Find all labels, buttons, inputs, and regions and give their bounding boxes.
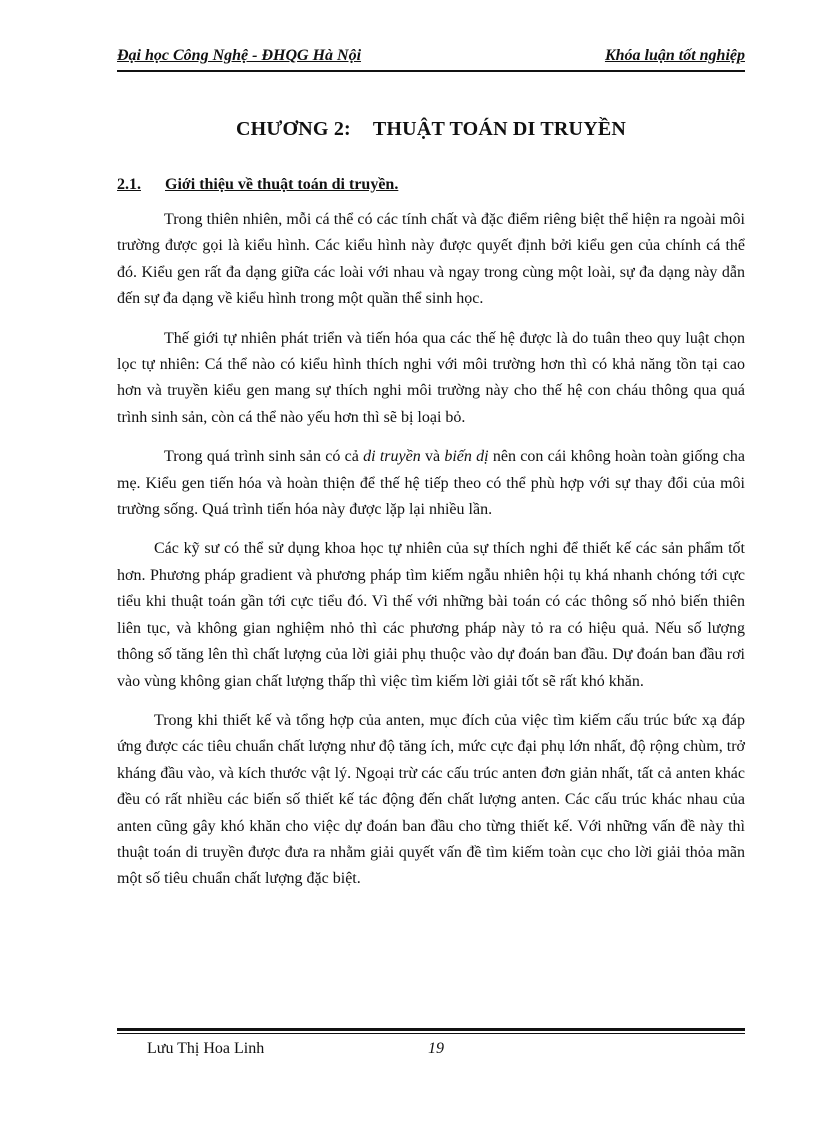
paragraph-3-part-1: Trong quá trình sinh sản có cả <box>164 448 364 466</box>
page-number: 19 <box>428 1040 444 1057</box>
paragraph-3-part-3: nên con cái không hoàn toàn giống cha mẹ. Kiểu gen tiến hóa và hoàn thiện để thế hệ tiếp theo có thể phù hợp với sự thay đổi của môi trường sống. Quá trình tiến hóa này được lặp lại nhiều lần. <box>117 448 745 519</box>
paragraph-2: Thế giới tự nhiên phát triển và tiến hóa qua các thế hệ được là do tuân theo quy luật chọn lọc tự nhiên: Cá thể nào có kiểu hình thích nghi với môi trường hơn thì có khả năng tồn tại cao hơn và truyền kiểu gen mang sự thích nghi môi trường này cho thế hệ con cháu thông qua quá trình sinh sản, còn cá thể nào yếu hơn thì sẽ bị loại bỏ. <box>117 329 745 426</box>
paragraph-4: Các kỹ sư có thể sử dụng khoa học tự nhiên của sự thích nghi để thiết kế các sản phẩm tốt hơn. Phương pháp gradient và phương pháp tìm kiếm ngẫu nhiên hội tụ khá nhanh chóng tới cực tiểu khi thuật toán gần tới cực tiểu đó. Vì thế với những bài toán có các thông số nhỏ biến thiên liên tục, và không gian nghiệm nhỏ thì các phương pháp này tỏ ra có hiệu quả. Nếu số lượng thông số tăng lên thì chất lượng của lời giải phụ thuộc vào dự đoán ban đầu. Dự đoán ban đầu rơi vào vùng không gian chất lượng thấp thì việc tìm kiếm lời giải tốt sẽ rất khó khăn. <box>117 540 745 690</box>
term-bien-di: biến dị <box>444 448 489 466</box>
section-heading <box>117 176 398 194</box>
header-rule <box>117 70 745 72</box>
header-doc-type: Khóa luận tốt nghiệp <box>604 47 745 64</box>
section-title: Giới thiệu về thuật toán di truyền. <box>165 176 399 193</box>
page-header <box>117 47 745 69</box>
paragraph-1: Trong thiên nhiên, mỗi cá thể có các tính chất và đặc điểm riêng biệt thể hiện ra ngoài môi trường được gọi là kiểu hình. Các kiểu hình này được quyết định bởi kiểu gen của chính cá thể đó. Kiểu gen rất đa dạng giữa các loài với nhau và ngay trong cùng một loài, sự đa dạng này dẫn đến sự đa dạng về kiểu hình trong một quần thể sinh học. <box>117 211 745 308</box>
header-university: Đại học Công Nghệ - ĐHQG Hà Nội <box>117 47 362 64</box>
footer-author: Lưu Thị Hoa Linh <box>147 1040 265 1057</box>
term-di-truyen: di truyền <box>363 448 421 466</box>
section-number: 2.1. <box>117 176 141 193</box>
footer-rule-thin <box>117 1033 745 1034</box>
chapter-title <box>117 118 745 141</box>
body-text <box>117 207 745 906</box>
paragraph-3-part-2: và <box>420 448 445 466</box>
chapter-name: THUẬT TOÁN DI TRUYỀN <box>372 118 627 140</box>
chapter-number: CHƯƠNG 2: <box>235 118 351 140</box>
footer-rule-thick <box>117 1028 745 1031</box>
paragraph-5: Trong khi thiết kế và tổng hợp của anten, mục đích của việc tìm kiếm cấu trúc bức xạ đáp ứng được các tiêu chuẩn chất lượng như độ tăng ích, mức cực đại phụ lớn nhất, độ rộng chùm, trở kháng đầu vào, và kích thước vật lý. Ngoại trừ các cấu trúc anten đơn giản nhất, tất cả anten khác đều có rất nhiều các biến số thiết kế tác động đến chất lượng anten. Các cấu trúc khác nhau của anten cũng gây khó khăn cho việc dự đoán ban đầu cho từng thiết kế. Với những vấn đề này thì thuật toán di truyền được đưa ra nhằm giải quyết vấn đề tìm kiếm toàn cục cho lời giải thỏa mãn một số tiêu chuẩn chất lượng đặc biệt. <box>117 711 745 888</box>
paragraph-3 <box>117 444 745 523</box>
